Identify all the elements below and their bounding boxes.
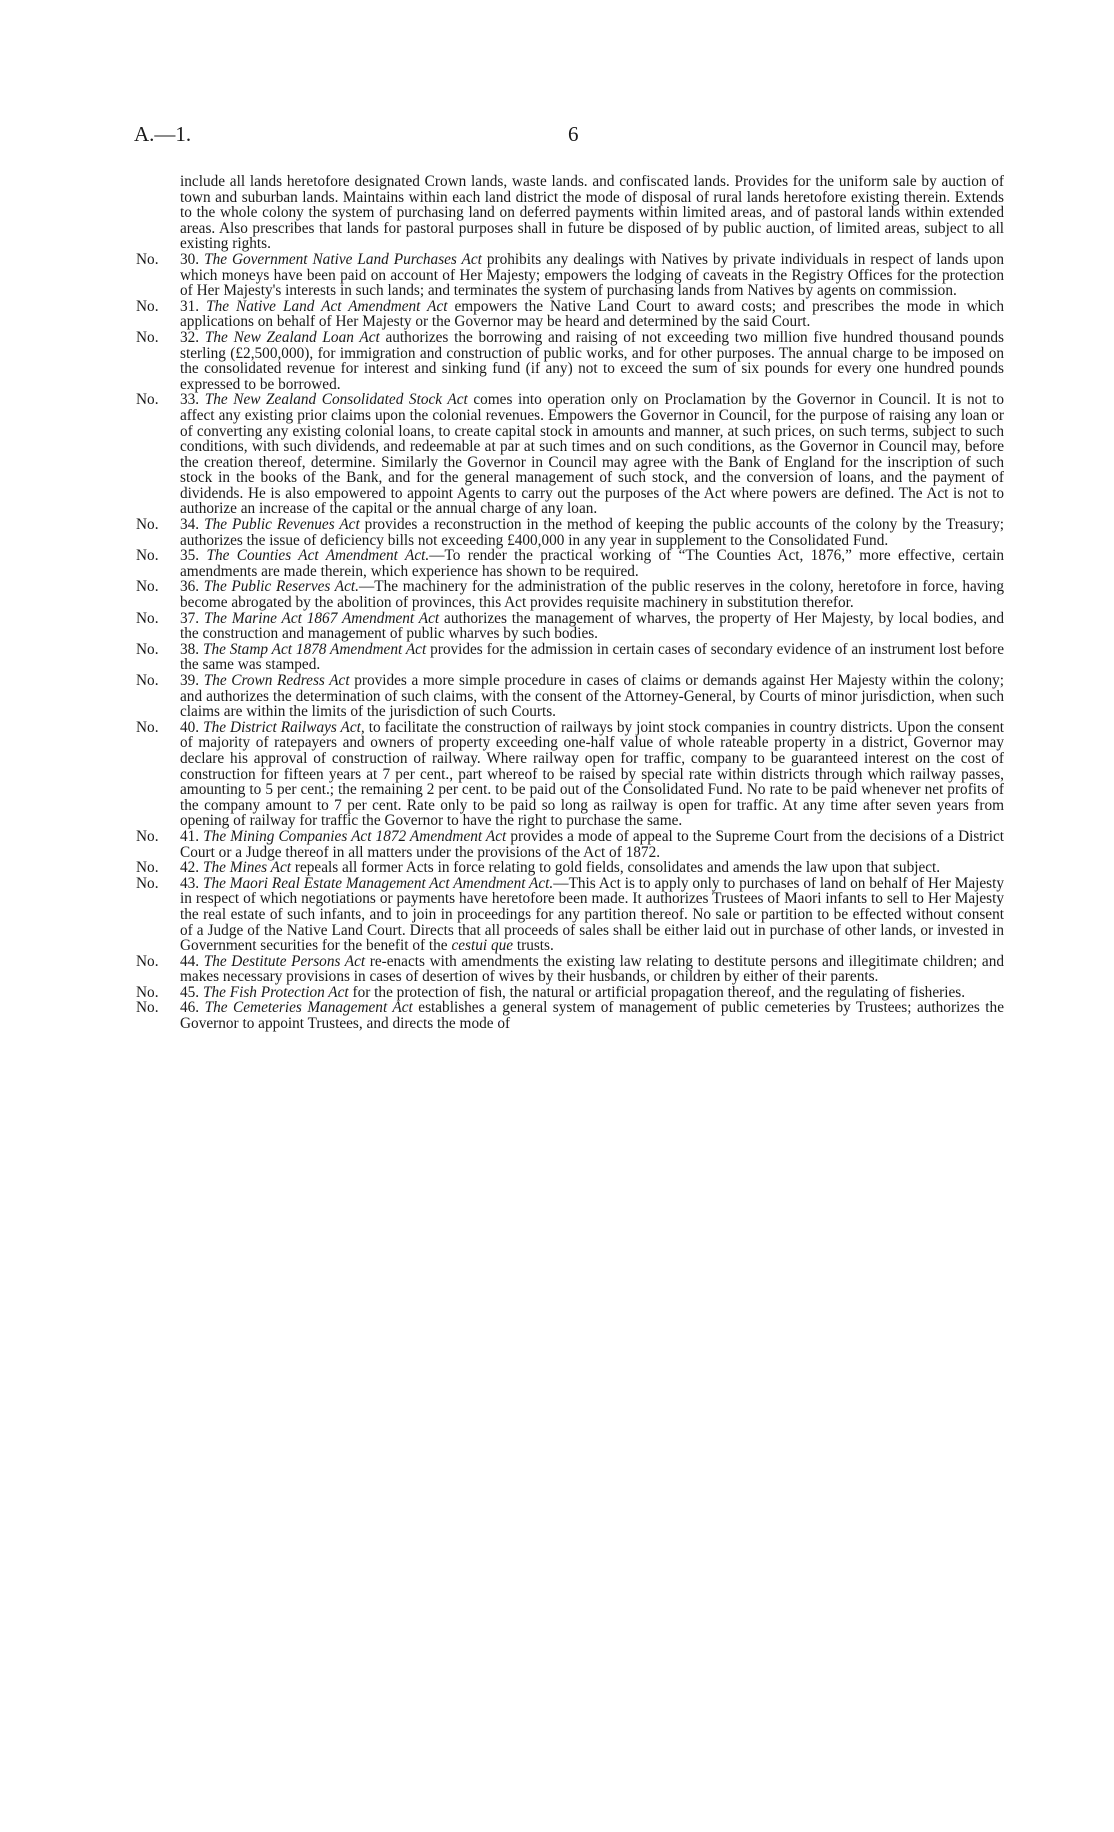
act-description: provides a more simple procedure in cases of claims or demands against Her Majesty within the colony; and authorizes the determination of such claims, with the consent of the Attorney-General, by Courts of minor jurisdiction, when such claims are within the limits of the jurisdiction of such Courts. xyxy=(180,672,1004,721)
item-number: 30. xyxy=(180,250,200,268)
act-item-40 xyxy=(136,720,1004,829)
item-number: 31. xyxy=(180,297,200,315)
item-prefix: No. xyxy=(136,516,159,534)
item-number: 39. xyxy=(180,672,200,689)
act-description: for the protection of fish, the natural or artificial propagation thereof, and the regulating of fisheries. xyxy=(348,983,966,1001)
act-item-45 xyxy=(136,985,1004,1001)
act-item-37 xyxy=(136,611,1004,642)
item-number: 36. xyxy=(180,578,200,596)
item-number: 45. xyxy=(180,983,200,1001)
item-prefix: No. xyxy=(136,547,159,565)
act-description: authorizes the management of wharves, the property of Her Majesty, by local bodies, and the construction and management of public wharves by such bodies. xyxy=(180,609,1004,643)
act-title: The Government Native Land Purchases Act xyxy=(204,250,482,268)
item-prefix: No. xyxy=(136,609,159,627)
act-title: The Maori Real Estate Management Act Amendment Act. xyxy=(202,874,554,892)
item-prefix: No. xyxy=(136,999,159,1017)
item-prefix: No. xyxy=(136,874,159,892)
act-description: to facilitate the construction of railways by joint stock companies in country districts. Upon the consent of majority of ratepayers and owners of property exceeding one-half value of whole rateable property in a district, Governor may declare his approval of construction of railway. Where railway open for traffic, company to be guaranteed interest on the cost of construction for fifteen years at 7 per cent., part whereof to be raised by special rate within districts through which railway passes, amounting to 5 per cent.; the remaining 2 per cent. to be paid out of the Consolidated Fund. No rate to be paid whenever net profits of the company amount to 7 per cent. Rate only to be paid so long as railway is open for traffic. At any time after seven years from opening of railway for traffic the Governor to have the right to purchase the same. xyxy=(180,718,1004,830)
item-number: 46. xyxy=(180,999,200,1017)
act-description: —To render the practical working of “The Counties Act, 1876,” more effective, certain amendments are made therein, which experience has shown to be required. xyxy=(180,547,1005,580)
act-item-36 xyxy=(136,579,1004,610)
act-description: provides a reconstruction in the method of keeping the public accounts of the colony by the Treasury; authorizes the issue of deficiency bills not exceeding £400,000 in any year in supplement to the Consolidated Fund. xyxy=(180,516,1004,549)
item-number: 33. xyxy=(180,391,200,409)
act-title: The Mining Companies Act 1872 Amendment Act xyxy=(203,827,507,845)
act-item-32 xyxy=(136,330,1004,392)
act-title: The Stamp Act 1878 Amendment Act xyxy=(202,640,427,658)
latin-phrase: cestui que xyxy=(451,937,514,955)
act-description: empowers the Native Land Court to award costs; and prescribes the mode in which applications on behalf of Her Majesty or the Governor may be heard and determined by the said Court. xyxy=(180,297,1004,331)
act-title: The Native Land Act Amendment Act xyxy=(206,297,448,315)
item-number: 37. xyxy=(180,609,200,627)
act-item-46 xyxy=(136,1000,1004,1031)
item-prefix: No. xyxy=(136,952,159,970)
act-title: The Crown Redress Act xyxy=(203,672,350,689)
act-title: The Marine Act 1867 Amendment Act xyxy=(204,609,440,627)
page-number: 6 xyxy=(568,122,579,146)
act-item-41 xyxy=(136,829,1004,860)
act-title: The Destitute Persons Act xyxy=(203,952,366,970)
document-body xyxy=(136,174,1004,1032)
act-description: —This Act is to apply only to purchases of land on behalf of Her Majesty in respect of which negotiations or payments have heretofore been made. It authorizes Trustees of Maori infants to sell to Her Majesty the real estate of such infants, and to join in proceedings for any partition thereof. No sale or partition to be effected without consent of a Judge of the Native Land Court. Directs that all proceeds of sales shall be either laid out in purchase of other lands, or invested in Government securities for the benefit of the xyxy=(180,874,1005,955)
act-item-34 xyxy=(136,517,1004,548)
act-description: comes into operation only on Proclamation by the Governor in Council. It is not to affect any existing prior claims upon the colonial revenues. Empowers the Governor in Council, for the purpose of raising any loan or of converting any existing colonial loans, to create capital stock in amounts and manner, at such prices, on such terms, subject to such conditions, with such dividends, and redeemable at par at such times and on such conditions, as the Governor in Council may, before the creation thereof, determine. Similarly the Governor in Council may agree with the Bank of England for the inscription of such stock in the books of the Bank, and for the general management of such stock, and the conversion of loans, and the payment of dividends. He is also empowered to appoint Agents to carry out the purposes of the Act where powers are defined. The Act is not to authorize an increase of the capital or the annual charge of any loan. xyxy=(180,391,1004,518)
item-prefix: No. xyxy=(136,640,159,658)
item-prefix: No. xyxy=(136,250,159,268)
act-description: authorizes the borrowing and raising of not exceeding two million five hundred thousand pounds sterling (£2,500,000), for immigration and construction of public works, and for other purposes. The annual charge to be imposed on the consolidated revenue for interest and sinking fund (if any) not to exceed the sum of six pounds for every one hundred pounds expressed to be borrowed. xyxy=(180,328,1005,393)
act-item-42 xyxy=(136,860,1004,876)
act-description: provides a mode of appeal to the Supreme Court from the decisions of a District Court or a Judge thereof in all matters under the provisions of the Act of 1872. xyxy=(180,827,1004,861)
act-title: The New Zealand Loan Act xyxy=(204,328,380,346)
act-item-35 xyxy=(136,548,1004,579)
act-description: prohibits any dealings with Natives by private individuals in respect of lands upon which moneys have been paid on account of Her Majesty; empowers the lodging of caveats in the Registry Offices for the protection of Her Majesty's interests in such lands; and terminates the system of purchasing lands from Natives by agents on commission. xyxy=(180,250,1005,300)
act-title: The Public Reserves Act. xyxy=(203,578,359,596)
act-description: repeals all former Acts in force relating to gold fields, consolidates and amends the law upon that subject. xyxy=(291,859,941,877)
act-description: —The machinery for the administration of the public reserves in the colony, heretofore in force, having become abrogated by the abolition of provinces, this Act provides requisite machinery in substitution therefor. xyxy=(180,578,1004,612)
item-number: 43. xyxy=(180,874,200,892)
item-number: 32. xyxy=(180,328,200,346)
act-description-end: trusts. xyxy=(513,937,554,955)
item-prefix: No. xyxy=(136,859,159,877)
item-number: 41. xyxy=(180,827,200,845)
item-prefix: No. xyxy=(136,983,159,1001)
act-title: The Counties Act Amendment Act. xyxy=(206,547,430,565)
act-title: The Mines Act xyxy=(202,859,292,877)
item-number: 42. xyxy=(180,859,200,877)
item-prefix: No. xyxy=(136,718,159,736)
document-reference: A.—1. xyxy=(134,122,192,146)
act-title: The New Zealand Consolidated Stock Act xyxy=(204,391,468,409)
act-item-43 xyxy=(136,876,1004,954)
item-prefix: No. xyxy=(136,328,159,346)
item-number: 40. xyxy=(180,718,200,736)
act-item-31 xyxy=(136,299,1004,330)
page-header xyxy=(134,122,980,152)
item-prefix: No. xyxy=(136,672,159,689)
item-number: 44. xyxy=(180,952,200,970)
act-description: establishes a general system of management of public cemeteries by Trustees; authorizes the Governor to appoint Trustees, and directs the mode of xyxy=(180,999,1004,1033)
act-description: re-enacts with amendments the existing law relating to destitute persons and illegitimate children; and makes necessary provisions in cases of desertion of wives by their husbands, or children by either of their parents. xyxy=(180,952,1004,986)
item-prefix: No. xyxy=(136,827,159,845)
act-title: The District Railways Act, xyxy=(203,718,365,736)
act-item-38 xyxy=(136,642,1004,673)
act-title: The Public Revenues Act xyxy=(204,516,360,534)
act-title: The Fish Protection Act xyxy=(202,983,349,1001)
item-number: 35. xyxy=(180,547,200,565)
act-item-30 xyxy=(136,252,1004,299)
act-item-39 xyxy=(136,673,1004,720)
act-item-44 xyxy=(136,954,1004,985)
item-prefix: No. xyxy=(136,391,159,409)
act-item-33 xyxy=(136,392,1004,517)
item-prefix: No. xyxy=(136,297,159,315)
item-number: 34. xyxy=(180,516,200,534)
item-prefix: No. xyxy=(136,578,159,596)
act-description: provides for the admission in certain cases of secondary evidence of an instrument lost before the same was stamped. xyxy=(180,640,1004,674)
act-title: The Cemeteries Management Act xyxy=(204,999,413,1017)
item-number: 38. xyxy=(180,640,200,658)
intro-paragraph: include all lands heretofore designated Crown lands, waste lands. and confiscated lands. Provides for the uniform sale by auction of town and suburban lands. Maintains within each land district the mode of disposal of rural lands heretofore existing therein. Extends to the whole colony the system of purchasing land on deferred payments within limited areas, and of pastoral lands within extended areas. Also prescribes that lands for pastoral purposes shall in future be disposed of by public auction, of limited areas, subject to all existing rights. xyxy=(180,173,1004,253)
